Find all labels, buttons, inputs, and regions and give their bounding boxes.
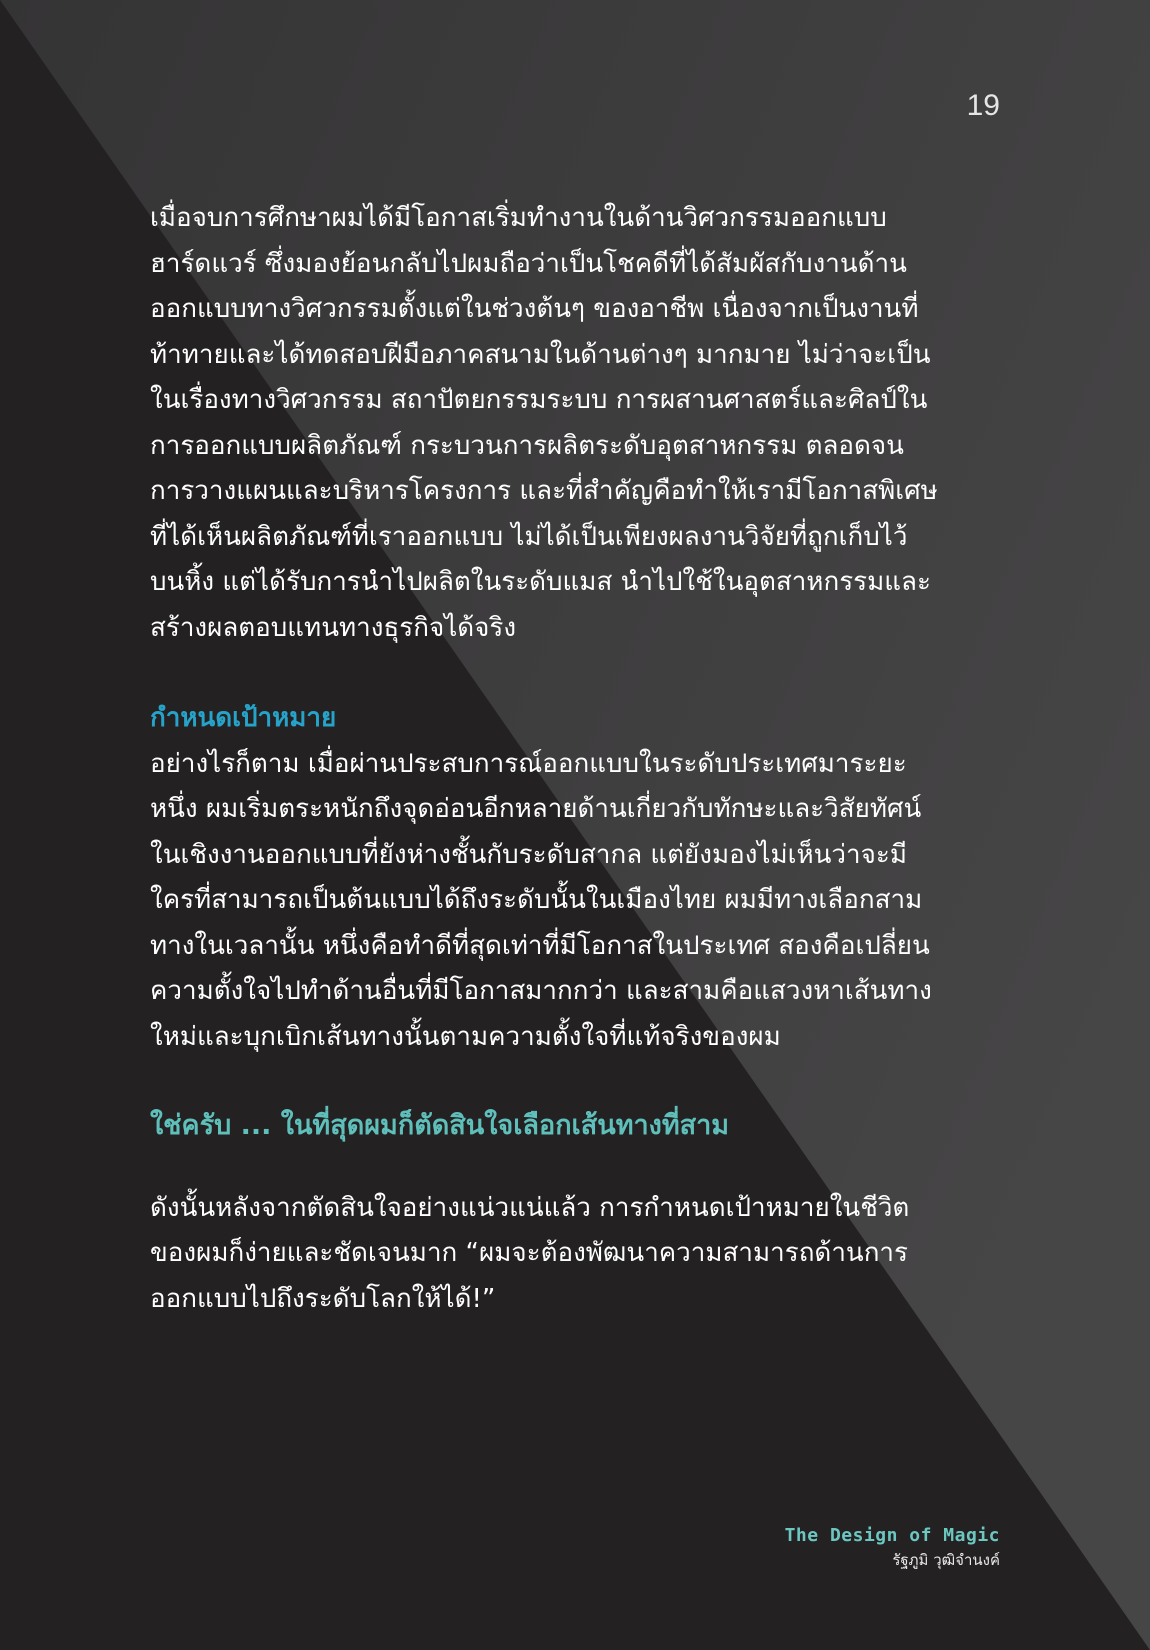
page-footer [785, 1524, 1000, 1570]
intro-line: การวางแผนและบริหารโครงการ และที่สำคัญคือทำให้เรามีโอกาสพิเศษ [150, 476, 938, 506]
conclusion-paragraph [150, 1186, 1000, 1323]
goal-paragraph [150, 742, 1000, 1061]
conclusion-line: ออกแบบไปถึงระดับโลกให้ได้!” [150, 1283, 496, 1314]
intro-line: ในเรื่องทางวิศวกรรม สถาปัตยกรรมระบบ การผสานศาสตร์และศิลป์ใน [150, 385, 928, 415]
intro-line: การออกแบบผลิตภัณฑ์ กระบวนการผลิตระดับอุตสาหกรรม ตลอดจน [150, 430, 904, 461]
intro-line: สร้างผลตอบแทนทางธุรกิจได้จริง [150, 612, 517, 643]
goal-line: ทางในเวลานั้น หนึ่งคือทำดีที่สุดเท่าที่มีโอกาสในประเทศ สองคือเปลี่ยน [150, 930, 930, 961]
goal-line: ความตั้งใจไปทำด้านอื่นที่มีโอกาสมากกว่า และสามคือแสวงหาเส้นทาง [150, 976, 932, 1006]
goal-line: หนึ่ง ผมเริ่มตระหนักถึงจุดอ่อนอีกหลายด้านเกี่ยวกับทักษะและวิสัยทัศน์ [150, 794, 922, 824]
spacer [150, 1149, 1000, 1186]
highlight-statement: ใช่ครับ ... ในที่สุดผมก็ตัดสินใจเลือกเส้นทางที่สาม [150, 1110, 730, 1141]
goal-line: ในเชิงงานออกแบบที่ยังห่างชั้นกับระดับสากล แต่ยังมองไม่เห็นว่าจะมี [150, 839, 907, 870]
page-number: 19 [966, 89, 1000, 122]
spacer [150, 651, 1000, 696]
conclusion-line: ดังนั้นหลังจากตัดสินใจอย่างแน่วแน่แล้ว การกำหนดเป้าหมายในชีวิต [150, 1192, 910, 1223]
spacer [150, 1060, 1000, 1103]
intro-line: เมื่อจบการศึกษาผมได้มีโอกาสเริ่มทำงานในด้านวิศวกรรมออกแบบ [150, 203, 887, 233]
intro-line: บนหิ้ง แต่ได้รับการนำไปผลิตในระดับแมส นำไปใช้ในอุตสาหกรรมและ [150, 567, 931, 597]
goal-line: อย่างไรก็ตาม เมื่อผ่านประสบการณ์ออกแบบในระดับประเทศมาระยะ [150, 748, 907, 779]
page-content [150, 196, 1000, 1322]
book-title: The Design of Magic [784, 1525, 1000, 1546]
section-heading-goal: กำหนดเป้าหมาย [150, 703, 337, 733]
intro-line: ฮาร์ดแวร์ ซึ่งมองย้อนกลับไปผมถือว่าเป็นโชคดีที่ได้สัมผัสกับงานด้าน [150, 248, 907, 279]
intro-line: ท้าทายและได้ทดสอบฝีมือภาคสนามในด้านต่างๆ มากมาย ไม่ว่าจะเป็น [150, 339, 931, 370]
conclusion-line: ของผมก็ง่ายและชัดเจนมาก “ผมจะต้องพัฒนาความสามารถด้านการ [150, 1238, 908, 1268]
intro-line: ออกแบบทางวิศวกรรมตั้งแต่ในช่วงต้นๆ ของอาชีพ เนื่องจากเป็นงานที่ [150, 294, 919, 324]
goal-line: ใครที่สามารถเป็นต้นแบบได้ถึงระดับนั้นในเมืองไทย ผมมีทางเลือกสาม [150, 885, 923, 915]
intro-paragraph [150, 196, 1000, 651]
goal-line: ใหม่และบุกเบิกเส้นทางนั้นตามความตั้งใจที่แท้จริงของผม [150, 1021, 781, 1052]
intro-line: ที่ได้เห็นผลิตภัณฑ์ที่เราออกแบบ ไม่ได้เป็นเพียงผลงานวิจัยที่ถูกเก็บไว้ [150, 521, 908, 552]
book-author: รัฐภูมิ วุฒิจำนงค์ [892, 1551, 1000, 1569]
